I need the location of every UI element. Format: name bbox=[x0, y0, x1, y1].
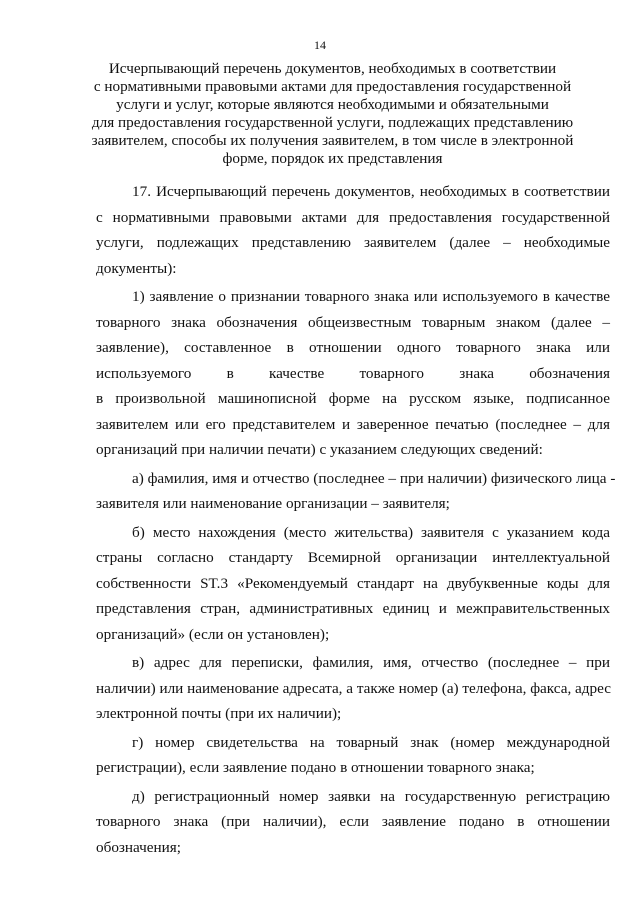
text-line: обозначения; bbox=[96, 838, 182, 856]
section-heading bbox=[90, 60, 575, 168]
heading-line: Исчерпывающий перечень документов, необходимых в соответствии bbox=[108, 60, 557, 77]
text-line: товарного знака (при наличии), если заявление подано в отношении bbox=[96, 813, 610, 830]
text-line: наличии) или наименование адресата, а также номер (а) телефона, факса, адрес bbox=[96, 679, 611, 697]
heading-line: заявителем, способы их получения заявителем, в том числе в электронной bbox=[91, 132, 574, 149]
text-line: 17. Исчерпывающий перечень документов, необходимых в соответствии bbox=[132, 183, 610, 200]
document-body bbox=[96, 179, 616, 860]
text-line: с нормативными правовыми актами для предоставления государственной bbox=[96, 208, 610, 226]
page-number: 14 bbox=[314, 38, 326, 52]
text-line: страны согласно стандарту Всемирной организации интеллектуальной bbox=[96, 549, 610, 566]
paragraph-item-g bbox=[96, 730, 610, 781]
text-line: заявителем или его представителем и заверенное печатью (последнее – для bbox=[96, 415, 610, 433]
text-line: г) номер свидетельства на товарный знак (номер международной bbox=[132, 733, 610, 751]
paragraph-item-v bbox=[96, 650, 610, 727]
text-line: электронной почты (при их наличии); bbox=[96, 705, 342, 722]
heading-line: форме, порядок их представления bbox=[222, 150, 443, 167]
text-line: заявителя или наименование организации – заявителя; bbox=[96, 495, 450, 512]
text-line: заявление), составленное в отношении одного товарного знака или bbox=[96, 339, 610, 356]
text-line: организаций» (если он установлен); bbox=[96, 625, 330, 643]
text-line: документы): bbox=[96, 259, 177, 277]
paragraph-item-b bbox=[96, 520, 610, 648]
text-line: услуги, подлежащих представлению заявителем (далее – необходимые bbox=[96, 234, 610, 251]
text-line: в) адрес для переписки, фамилия, имя, отчество (последнее – при bbox=[132, 654, 610, 671]
text-line: д) регистрационный номер заявки на государственную регистрацию bbox=[132, 787, 610, 805]
heading-line: с нормативными правовыми актами для предоставления государственной bbox=[93, 78, 572, 95]
text-line: в произвольной машинописной форме на русском языке, подписанное bbox=[96, 390, 610, 407]
paragraph-17 bbox=[96, 179, 610, 281]
heading-line: услуги и услуг, которые являются необходимыми и обязательными bbox=[116, 96, 549, 113]
text-line: б) место нахождения (место жительства) заявителя с указанием кода bbox=[132, 523, 610, 541]
text-line: используемого в качестве товарного знака обозначения bbox=[96, 364, 610, 382]
text-line: 1) заявление о признании товарного знака или используемого в качестве bbox=[132, 288, 610, 305]
paragraph-item-1 bbox=[96, 284, 610, 463]
paragraph-item-a bbox=[96, 466, 616, 517]
text-line: регистрации), если заявление подано в отношении товарного знака; bbox=[96, 759, 535, 776]
text-line: товарного знака обозначения общеизвестным товарным знаком (далее – bbox=[96, 313, 610, 331]
heading-line: для предоставления государственной услуги, подлежащих представлению bbox=[91, 114, 574, 131]
text-line: представления стран, административных единиц и межправительственных bbox=[96, 600, 610, 617]
text-line: организаций при наличии печати) с указанием следующих сведений: bbox=[96, 441, 543, 458]
text-line: собственности ST.3 «Рекомендуемый стандарт на двубуквенные коды для bbox=[96, 574, 610, 592]
text-line: а) фамилия, имя и отчество (последнее – при наличии) физического лица - bbox=[132, 469, 616, 487]
paragraph-item-d bbox=[96, 784, 610, 861]
